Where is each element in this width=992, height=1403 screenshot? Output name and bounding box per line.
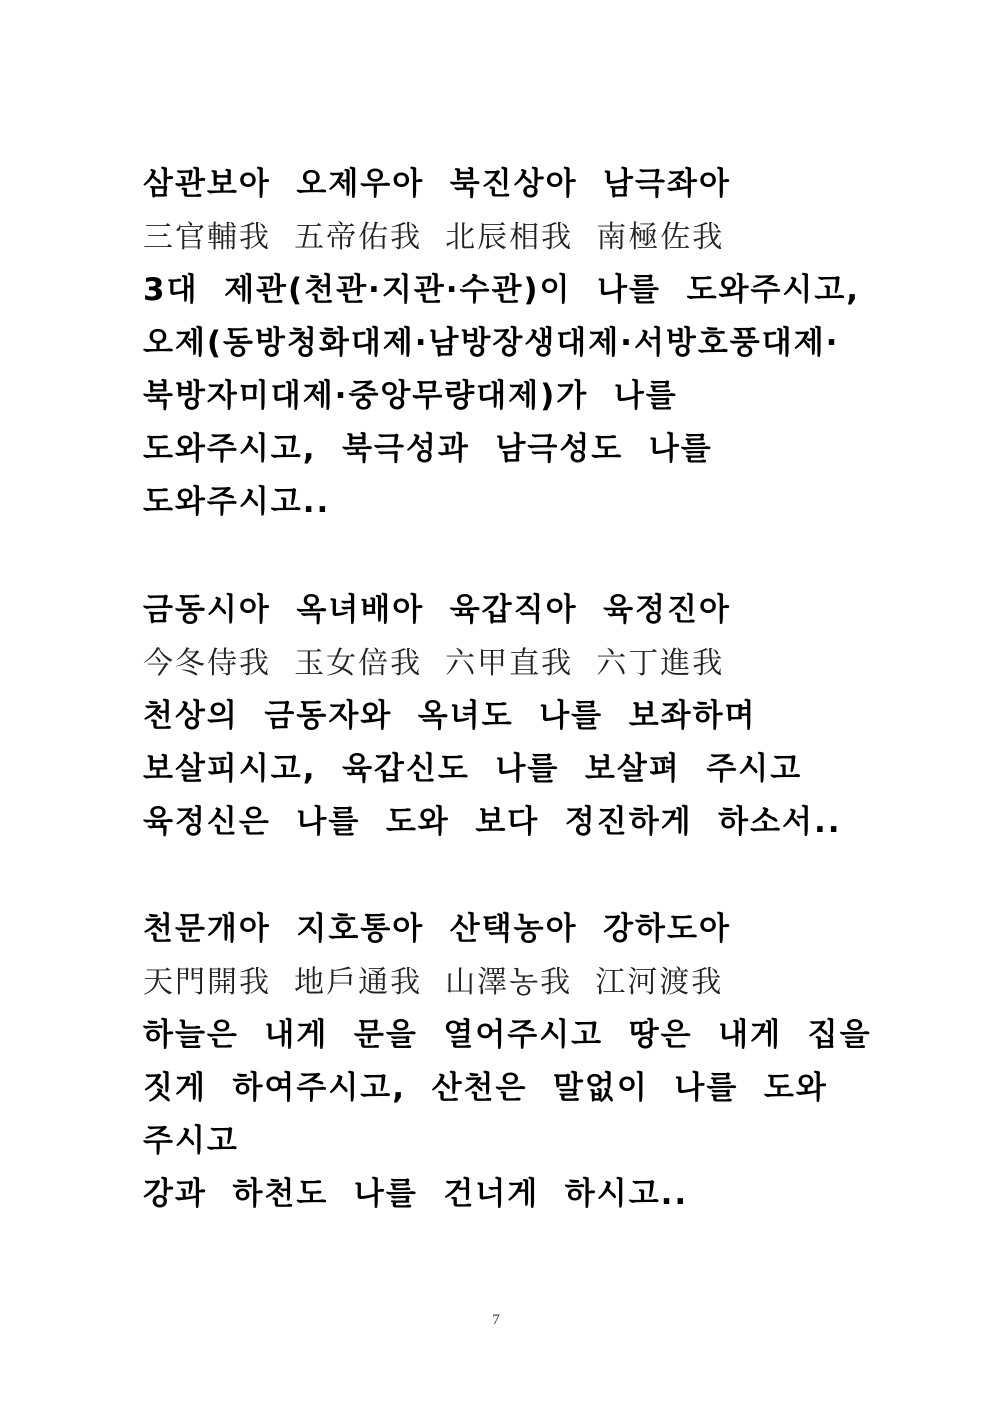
verse-block-1 [143,158,903,529]
verse-line: 천상의 금동자와 옥녀도 나를 보좌하며 [143,698,757,734]
verse-hanja: 天門開我 地戶通我 山澤농我 江河渡我 [143,965,724,1000]
verse-title: 금동시아 옥녀배아 육갑직아 육정진아 [143,592,731,628]
verse-line: 도와주시고.. [143,484,331,520]
verse-line: 보살피시고, 육갑신도 나를 보살펴 주시고 [143,751,803,787]
verse-hanja: 今冬侍我 玉女倍我 六甲直我 六丁進我 [143,646,725,681]
verse-title: 삼관보아 오제우아 북진상아 남극좌아 [143,166,731,202]
verse-block-3 [143,903,903,1221]
verse-block-2 [143,584,903,849]
verse-line: 짓게 하여주시고, 산천은 말없이 나를 도와 [143,1070,828,1106]
verse-line: 주시고 [143,1123,239,1159]
verse-hanja: 三官輔我 五帝佑我 北辰相我 南極佐我 [143,220,725,255]
verse-line: 3대 제관(천관·지관·수관)이 나를 도와주시고, [143,272,861,308]
page-number: 7 [492,1312,500,1328]
verse-line: 하늘은 내게 문을 열어주시고 땅은 내게 집을 [143,1017,872,1053]
verse-line: 오제(동방청화대제·남방장생대제·서방호풍대제· [143,325,840,361]
verse-title: 천문개아 지호통아 산택농아 강하도아 [143,911,731,947]
verse-line: 육정신은 나를 도와 보다 정진하게 하소서.. [143,804,842,840]
verse-line: 강과 하천도 나를 건너게 하시고.. [143,1176,689,1212]
verse-line: 북방자미대제·중앙무량대제)가 나를 [143,378,678,414]
verse-line: 도와주시고, 북극성과 남극성도 나를 [143,431,713,467]
